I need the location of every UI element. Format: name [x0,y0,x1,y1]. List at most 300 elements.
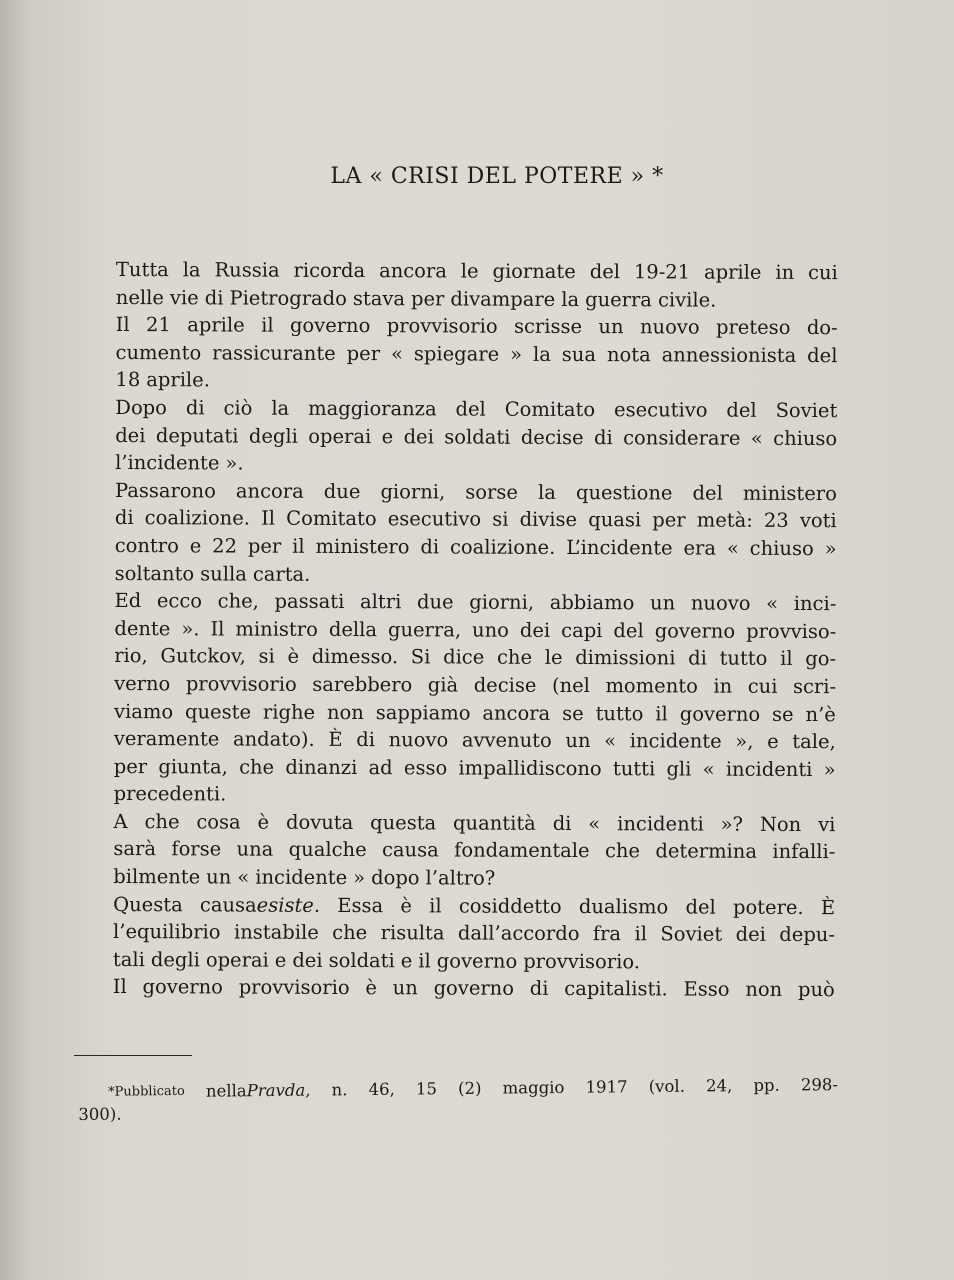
word: maggioranza [308,396,437,421]
word: e [400,949,413,973]
word: aprile [703,260,762,284]
word: può [797,978,835,1002]
word: Soviet [775,398,838,423]
word: andato). [232,727,315,751]
word: depu- [779,923,836,947]
word: 24, [705,1076,733,1096]
word: si [258,644,275,669]
word: sua [561,342,597,366]
word: vi [818,812,836,837]
text-line [115,532,837,563]
word: un [206,865,232,889]
word: di [552,811,572,835]
text-line [114,780,836,811]
word: « [702,757,715,781]
word: scri- [792,674,837,699]
text-line [113,835,835,866]
word: Comitato [286,507,377,531]
text-line [113,891,835,922]
word: in [775,260,795,284]
word: due [416,590,454,614]
word: Il [210,617,225,641]
word: e [274,948,287,972]
word: decise [473,673,537,697]
word: preteso [715,315,791,340]
word: cosiddetto [458,894,562,918]
word: il [634,922,648,946]
word: è [257,810,270,834]
word: È [820,895,836,919]
word: ministero [315,534,410,559]
word: cui [808,261,838,285]
paragraph [115,394,837,480]
text-line [115,504,837,535]
word: ministro [235,617,318,641]
word: Pietrogrado [229,286,347,310]
word: già [427,673,459,697]
paragraph [114,587,837,811]
word: degli [248,424,298,448]
text-line [114,725,836,756]
word: uno [472,618,509,642]
word: È [328,728,343,752]
word: per [652,508,686,532]
word: del [726,398,757,422]
word: soldati [444,424,511,449]
word: « [726,536,739,560]
word: potere. [732,895,804,919]
word: provvisorio [185,672,297,696]
word: stava [352,286,406,310]
word: veramente [113,727,220,751]
word: la [532,342,551,366]
word: ». [181,617,200,641]
word: impallidiscono [458,756,602,780]
paragraph [116,256,838,314]
word: di [420,535,440,559]
word: provvisorio. [523,949,640,974]
text-line [115,366,837,397]
word: precedenti. [113,782,227,806]
text-line [114,670,836,701]
word: per [411,286,445,311]
word: dice [443,645,485,669]
word: per [113,754,148,778]
word: per [247,534,282,558]
word: non [326,700,364,724]
word: la [537,480,556,504]
word: do- [806,316,838,340]
page-title: LA « CRISI DEL POTERE » * [330,164,664,189]
word: per [346,341,381,365]
paragraph [115,311,837,397]
word: deputati [155,423,239,448]
word: esecutivo [614,398,708,422]
word: del [589,260,621,284]
word: il [429,894,442,918]
word: maggio [502,1077,565,1098]
word: 298- [800,1075,839,1095]
word: questione [575,480,673,505]
word: guerra [585,287,653,311]
word: esecutivo [387,507,482,531]
word: 46, [368,1079,395,1099]
word: civile. [657,287,717,312]
word: sulla [200,561,247,586]
word: Questa [113,892,183,916]
word: tutto [595,701,644,725]
word: che [144,810,180,834]
word: cosa [196,810,241,834]
text-line [115,560,837,591]
word: tali [112,947,145,971]
word: capitalisti. [564,977,668,1001]
word: ricorda [293,258,366,283]
word: divise [519,508,578,532]
word: Il [261,506,276,531]
word: ». [225,451,244,475]
word: che, [217,589,259,613]
word: ad [368,755,393,779]
word: ciò [223,396,253,420]
word: il [418,949,431,973]
word: di [688,646,707,670]
word: Esso [683,977,730,1002]
word: passati [274,589,345,614]
text-line [115,394,837,425]
word: del [692,481,723,505]
word: sorse [465,480,519,504]
word: fondamentale [454,838,590,863]
word: era [683,536,717,560]
word: coalizione. [449,535,556,559]
word: degli [150,948,200,972]
word: di [356,728,376,752]
text-line [113,918,835,949]
word: in [713,674,733,698]
word: una [236,838,274,862]
word: capi [561,618,603,642]
word: incidenti [725,757,813,781]
word: « [604,729,617,753]
word: giorni, [469,590,535,614]
word: Ed [114,589,142,613]
word: un [650,591,676,615]
word: forse [171,837,222,861]
word: giunta, [158,754,228,779]
word: abbiamo [549,591,635,615]
word: ministero [742,481,837,505]
word: causa [381,838,439,862]
word: soltanto [114,561,195,585]
word: annessionista [661,343,797,367]
word: ecco [156,589,203,613]
word: qualche [288,838,367,862]
word: incidente [255,865,348,890]
text-line [116,339,838,370]
word: Dopo [115,395,167,420]
word: questa [370,810,437,835]
word: altri [360,590,402,614]
word: cui [747,674,778,698]
word: « [588,811,601,835]
word: aprile [187,313,245,337]
word: un [598,315,624,339]
word: »? [720,812,744,836]
word: giorni, [380,479,446,504]
word: Tutta [115,257,169,282]
word: che [496,645,533,670]
word: due [323,479,361,503]
word: sarà [113,837,157,861]
word: governo [679,701,761,726]
word: tutto [719,646,768,671]
body-text [113,256,838,1004]
word: Soviet [660,922,723,946]
word: le [544,646,563,670]
paragraph [113,891,835,977]
word: che [332,921,368,945]
word: provvisorio [238,975,350,1000]
word: è [400,893,412,917]
word: che [604,839,641,863]
word: il [655,701,668,725]
word: sarebbero [312,672,413,697]
word: dei [735,922,766,947]
word: incidente [629,729,722,753]
word: nellaPravda, [205,1080,311,1101]
word: e [381,424,394,448]
word: il [292,534,305,558]
word: Non [759,812,802,836]
word: L’incidente [566,535,673,560]
word: la [271,396,290,420]
word: dei [403,424,434,448]
word: un [565,729,591,753]
word: l’altro? [425,866,496,890]
word: nota [606,342,651,367]
paragraph [113,808,835,894]
word: nelle [115,285,164,309]
text-line [115,449,837,480]
word: quantità [453,811,536,835]
word: decise [520,425,584,449]
footnote [78,1074,838,1126]
word: chiuso [749,536,814,560]
word: guerra, [387,617,462,642]
word: » [824,537,837,561]
word: dinanzi [285,755,358,779]
word: cumento [115,340,202,365]
word: (2) [458,1078,482,1099]
word: pp. [753,1075,780,1095]
text-line [116,284,838,315]
word: provviso- [746,619,837,643]
word: (nel [551,673,590,697]
word: di [114,506,134,530]
word: n. [331,1080,348,1100]
word: risulta [380,921,445,945]
word: di [185,396,205,420]
word: governo [289,313,371,338]
word: A [113,809,128,833]
word: determina [655,839,758,864]
word: fra [592,922,622,946]
word: è [287,645,300,669]
word: divampare [450,287,556,311]
footnote-divider [74,1055,192,1056]
word: righe [262,700,316,724]
text-line [113,863,835,894]
word: l’equilibrio [113,920,221,944]
word: e [767,729,779,753]
text-line [115,477,837,508]
word: inci- [793,592,837,616]
word: « [766,591,779,616]
word: metà: [696,508,753,533]
word: considerare [623,425,741,450]
word: » [823,757,836,781]
word: Essa [337,893,384,917]
text-line [113,973,835,1004]
word: dall’accordo [457,921,580,946]
word: rassicurante [212,341,336,365]
text-line [113,946,835,977]
word: dopo [371,866,420,890]
paragraph [113,973,835,1004]
word: nuovo [690,591,751,615]
word: viamo [113,699,174,723]
word: gli [666,757,692,781]
text-line [113,808,835,839]
word: provvisorio [386,314,498,338]
word: ancora [235,479,304,503]
word: operai [205,948,269,972]
word: di [204,285,224,310]
word: di [593,425,613,449]
word: quasi [588,508,642,532]
word: ancora [379,259,447,283]
word: dei [115,423,146,447]
word: voti [799,509,837,533]
word: giornate [492,259,576,284]
word: 19-21 [633,260,691,284]
word: un [392,976,418,1000]
word: nuovo [388,728,449,752]
word: governo [436,949,518,973]
text-line [114,697,836,728]
text-line [114,615,836,646]
word: causaesiste. [199,893,321,917]
word: 21 [145,313,171,337]
paragraph [115,477,837,591]
word: Gutckov, [160,644,246,668]
text-line [114,753,836,784]
word: il [780,647,793,671]
word: », [735,729,754,753]
word: soldati [328,948,395,973]
text-line [116,311,838,342]
word: Si [410,645,431,669]
word: dualismo [578,894,669,919]
word: del [685,895,716,919]
word: instabile [233,920,319,945]
word: tutti [612,756,656,781]
word: Comitato [504,397,596,422]
word: se [562,701,584,725]
word: la [182,258,201,282]
word: vie [169,285,199,309]
word: 23 [763,509,789,533]
word: n’è [805,702,836,726]
word: queste [184,699,252,724]
word: 15 [415,1079,438,1099]
text-line [114,587,836,618]
word: se [772,702,794,726]
word: *Pubblicato [108,1083,185,1100]
word: dente [114,616,171,640]
word: di [529,977,549,1001]
word: del [807,343,838,367]
word: infalli- [772,840,836,864]
word: dei [292,948,323,972]
text-line [115,422,837,453]
word: dimissioni [575,646,676,670]
word: chiuso [773,426,838,450]
word: ancora [482,701,551,725]
word: coalizione. [144,506,251,530]
word: scrisse [513,314,583,339]
text-line [116,256,838,287]
word: bilmente [113,865,201,889]
word: tale, [792,730,836,754]
word: « [237,865,250,889]
word: spiegare [413,342,500,366]
word: è [365,976,377,1000]
word: » [510,342,523,366]
footnote-line-2: 300). [78,1104,122,1124]
word: verno [114,671,171,696]
word: le [460,259,479,283]
word: il [261,313,274,337]
word: l’incidente [115,451,220,475]
word: della [328,617,378,641]
word: « [750,426,763,450]
word: dovuta [285,810,354,834]
word: Passarono [114,478,216,503]
word: Il [112,975,127,999]
word: 18 [115,368,141,392]
word: incidenti [617,812,704,836]
word: si [492,507,509,532]
word: operai [308,424,372,448]
word: del [455,397,486,421]
word: sappiamo [375,700,471,725]
word: (vol. [648,1076,685,1097]
word: nuovo [639,315,700,339]
word: avvenuto [461,728,552,752]
word: » [353,866,366,890]
word: dimesso. [311,645,399,669]
text-line [114,642,836,673]
word: momento [605,674,698,698]
word: la [561,287,580,311]
word: rio, [114,644,148,668]
word: go- [805,647,837,671]
word: aprile. [146,368,210,392]
word: non [745,978,783,1002]
word: 1917 [585,1077,628,1097]
